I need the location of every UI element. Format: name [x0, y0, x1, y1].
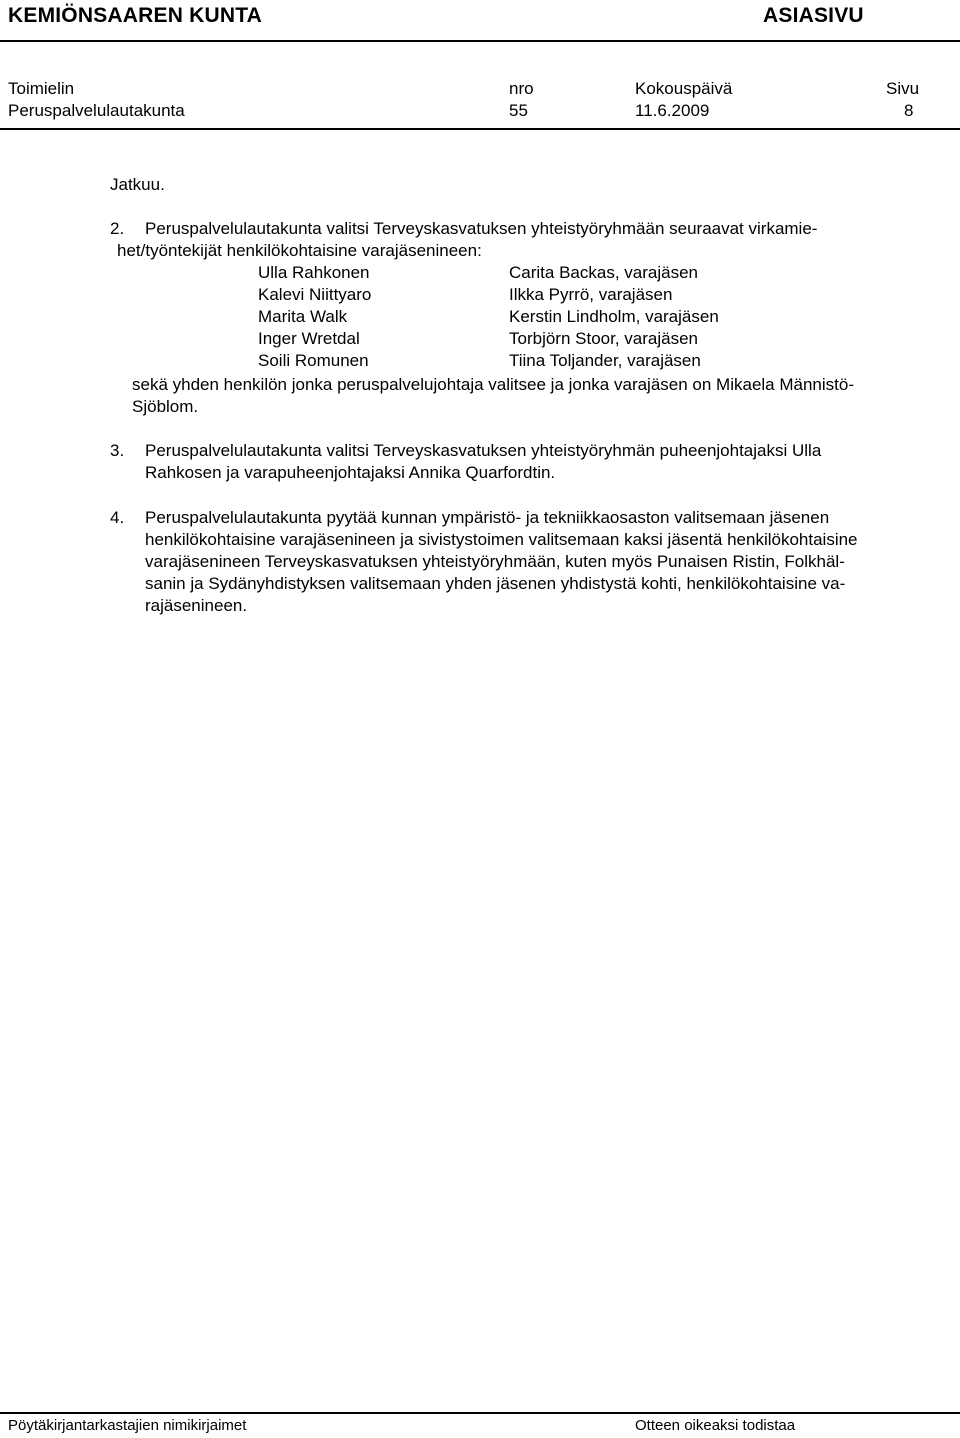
value-date: 11.6.2009: [635, 101, 710, 120]
organization-name: KEMIÖNSAAREN KUNTA: [8, 4, 263, 27]
item2-line2: het/työntekijät henkilökohtaisine varajäsenineen:: [117, 241, 482, 260]
member-name: Inger Wretdal: [258, 329, 360, 348]
certified-label: Otteen oikeaksi todistaa: [635, 1417, 796, 1434]
deputy-name: Ilkka Pyrrö, varajäsen: [509, 285, 673, 304]
item3-number: 3.: [110, 441, 125, 460]
document-type: ASIASIVU: [763, 4, 864, 27]
item4-line: varajäsenineen Terveyskasvatuksen yhteistyöryhmään, kuten myös Punaisen Ristin, Folkhäl-: [145, 552, 845, 571]
footer-rule: [0, 1412, 960, 1414]
deputy-name: Tiina Toljander, varajäsen: [509, 351, 701, 370]
item3-line1: Peruspalvelulautakunta valitsi Terveyskasvatuksen yhteistyöryhmän puheenjohtajaksi Ulla: [145, 441, 822, 460]
deputy-name: Kerstin Lindholm, varajäsen: [509, 307, 719, 326]
item2-after-line2: Sjöblom.: [132, 397, 199, 416]
label-date: Kokouspäivä: [635, 79, 733, 98]
member-name: Marita Walk: [258, 307, 348, 326]
deputy-name: Carita Backas, varajäsen: [509, 263, 698, 282]
header-rule-top: [0, 40, 960, 42]
label-number: nro: [509, 79, 534, 98]
signatures-label: Pöytäkirjantarkastajien nimikirjaimet: [8, 1417, 247, 1434]
member-name: Ulla Rahkonen: [258, 263, 370, 282]
member-name: Soili Romunen: [258, 351, 369, 370]
value-body: Peruspalvelulautakunta: [8, 101, 185, 120]
item3-line2: Rahkosen ja varapuheenjohtajaksi Annika Quarfordtin.: [145, 463, 556, 482]
deputy-name: Torbjörn Stoor, varajäsen: [509, 329, 698, 348]
label-body: Toimielin: [8, 79, 75, 98]
item4-number: 4.: [110, 508, 125, 527]
header-rule-bottom: [0, 128, 960, 130]
label-page: Sivu: [886, 79, 920, 98]
item4-line: henkilökohtaisine varajäsenineen ja sivistystoimen valitsemaan kaksi jäsentä henkilökohtaisine: [145, 530, 858, 549]
item2-line1: Peruspalvelulautakunta valitsi Terveyskasvatuksen yhteistyöryhmään seuraavat virkamie-: [145, 219, 818, 238]
item2-after-line1: sekä yhden henkilön jonka peruspalvelujohtaja valitsee ja jonka varajäsen on Mikaela Männistö-: [132, 375, 854, 394]
member-name: Kalevi Niittyaro: [258, 285, 372, 304]
value-page: 8: [904, 101, 914, 120]
continued-note: Jatkuu.: [110, 175, 165, 194]
item4-line: Peruspalvelulautakunta pyytää kunnan ympäristö- ja tekniikkaosaston valitsemaan jäsenen: [145, 508, 830, 527]
item4-line: rajäsenineen.: [145, 596, 248, 615]
value-number: 55: [509, 101, 528, 120]
item2-number: 2.: [110, 219, 125, 238]
item4-line: sanin ja Sydänyhdistyksen valitsemaan yhden jäsenen yhdistystä kohti, henkilökohtaisine va-: [145, 574, 846, 593]
